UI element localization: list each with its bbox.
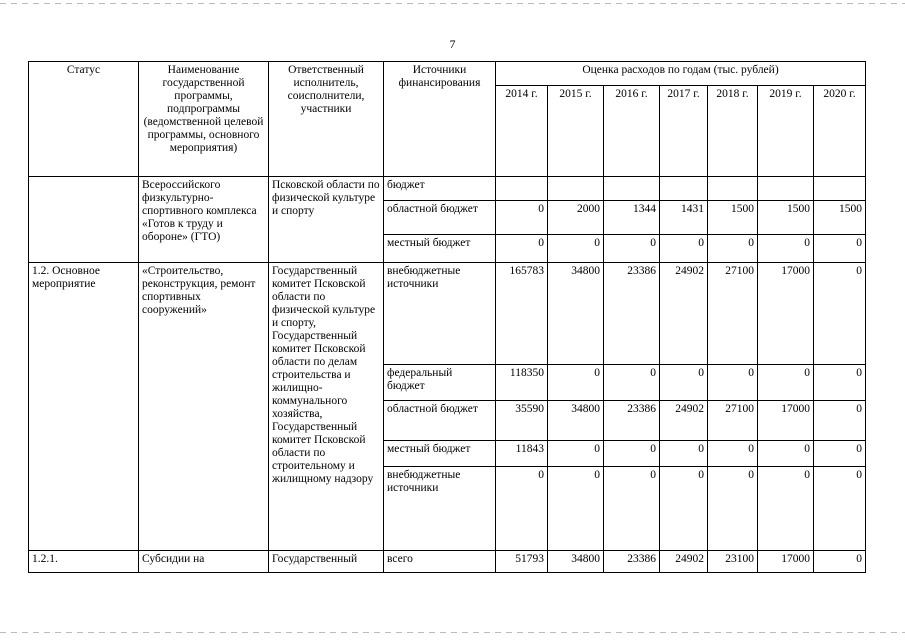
cell-value: 23386 (604, 551, 660, 573)
cell-value: 1431 (660, 201, 708, 235)
cell-source: областной бюджет (384, 201, 496, 235)
page-number: 7 (449, 37, 456, 51)
cell-value (604, 177, 660, 201)
header-year: 2020 г. (814, 86, 866, 177)
header-year: 2017 г. (660, 86, 708, 177)
cell-value: 165783 (496, 263, 548, 365)
cell-value: 0 (814, 401, 866, 441)
cell-value: 34800 (548, 263, 604, 365)
cell-name: Всероссийского физкультурно-спортивного комплекса «Готов к труду и обороне» (ГТО) (139, 177, 269, 263)
cell-value: 0 (548, 467, 604, 551)
cell-value: 0 (708, 235, 758, 263)
cell-source: бюджет (384, 177, 496, 201)
cell-value: 1500 (814, 201, 866, 235)
cell-value: 1500 (758, 201, 814, 235)
cell-value: 0 (604, 365, 660, 401)
cell-value (496, 177, 548, 201)
cell-value: 17000 (758, 263, 814, 365)
cell-value: 0 (758, 467, 814, 551)
cell-source: областной бюджет (384, 401, 496, 441)
cell-source: местный бюджет (384, 235, 496, 263)
cell-source: федеральный бюджет (384, 365, 496, 401)
cell-value: 34800 (548, 551, 604, 573)
cell-name: «Строительство, реконструкция, ремонт спортивных сооружений» (139, 263, 269, 551)
header-year: 2016 г. (604, 86, 660, 177)
cell-value: 0 (814, 467, 866, 551)
budget-table (28, 61, 866, 573)
cell-value: 0 (660, 441, 708, 467)
cell-value: 0 (758, 365, 814, 401)
cell-value: 1500 (708, 201, 758, 235)
cell-value: 0 (708, 467, 758, 551)
cell-value: 0 (758, 235, 814, 263)
cell-source: внебюджетные источники (384, 467, 496, 551)
cell-value: 35590 (496, 401, 548, 441)
cell-value: 0 (814, 441, 866, 467)
cell-responsible: Псковской области по физической культуре и спорту (269, 177, 384, 263)
cell-source: всего (384, 551, 496, 573)
cell-value (758, 177, 814, 201)
header-year: 2014 г. (496, 86, 548, 177)
cell-value: 1344 (604, 201, 660, 235)
cell-value: 17000 (758, 401, 814, 441)
cell-value: 11843 (496, 441, 548, 467)
cell-value: 0 (660, 467, 708, 551)
table-row (29, 551, 866, 573)
header-year: 2019 г. (758, 86, 814, 177)
cell-name: Субсидии на (139, 551, 269, 573)
cell-value: 0 (496, 467, 548, 551)
cell-value: 23386 (604, 401, 660, 441)
header-year: 2018 г. (708, 86, 758, 177)
cell-value: 0 (604, 235, 660, 263)
cell-responsible: Государственный комитет Псковской области по физической культуре и спорту, Государственный комитет Псковской области по делам строительства и жилищно-коммунального хозяйства, Государственный комитет Псковской области по строительному и жилищному надзору (269, 263, 384, 551)
cell-source: внебюджетные источники (384, 263, 496, 365)
header-estimate: Оценка расходов по годам (тыс. рублей) (496, 62, 866, 86)
header-responsible: Ответственный исполнитель, соисполнители, участники (269, 62, 384, 177)
cell-value: 17000 (758, 551, 814, 573)
cell-value (548, 177, 604, 201)
cell-value: 23386 (604, 263, 660, 365)
cell-value (814, 177, 866, 201)
cell-value: 0 (548, 235, 604, 263)
cell-status: 1.2. Основное мероприятие (29, 263, 139, 551)
cell-value: 34800 (548, 401, 604, 441)
cell-value: 0 (814, 551, 866, 573)
cell-value: 0 (814, 235, 866, 263)
cell-value (708, 177, 758, 201)
cell-value: 23100 (708, 551, 758, 573)
cell-responsible: Государственный (269, 551, 384, 573)
cell-source: местный бюджет (384, 441, 496, 467)
cell-value: 0 (548, 365, 604, 401)
cell-value: 0 (548, 441, 604, 467)
header-sources: Источники финансирования (384, 62, 496, 177)
cell-status (29, 177, 139, 263)
cell-value: 0 (496, 201, 548, 235)
cell-value: 24902 (660, 551, 708, 573)
cell-value: 24902 (660, 401, 708, 441)
cell-value: 51793 (496, 551, 548, 573)
cell-value: 2000 (548, 201, 604, 235)
cell-value: 24902 (660, 263, 708, 365)
header-name: Наименование государственной программы, подпрограммы (ведомственной целевой программы, основного мероприятия) (139, 62, 269, 177)
cell-value: 0 (814, 263, 866, 365)
cell-value: 0 (708, 441, 758, 467)
cell-value: 0 (604, 467, 660, 551)
cell-value: 118350 (496, 365, 548, 401)
cell-value: 0 (758, 441, 814, 467)
cell-status: 1.2.1. (29, 551, 139, 573)
cell-value: 27100 (708, 263, 758, 365)
cell-value (660, 177, 708, 201)
table-row (29, 177, 866, 201)
cell-value: 0 (708, 365, 758, 401)
table-row (29, 263, 866, 365)
cell-value: 27100 (708, 401, 758, 441)
header-status: Статус (29, 62, 139, 177)
header-year: 2015 г. (548, 86, 604, 177)
cell-value: 0 (814, 365, 866, 401)
cell-value: 0 (660, 365, 708, 401)
cell-value: 0 (496, 235, 548, 263)
cell-value: 0 (604, 441, 660, 467)
cell-value: 0 (660, 235, 708, 263)
